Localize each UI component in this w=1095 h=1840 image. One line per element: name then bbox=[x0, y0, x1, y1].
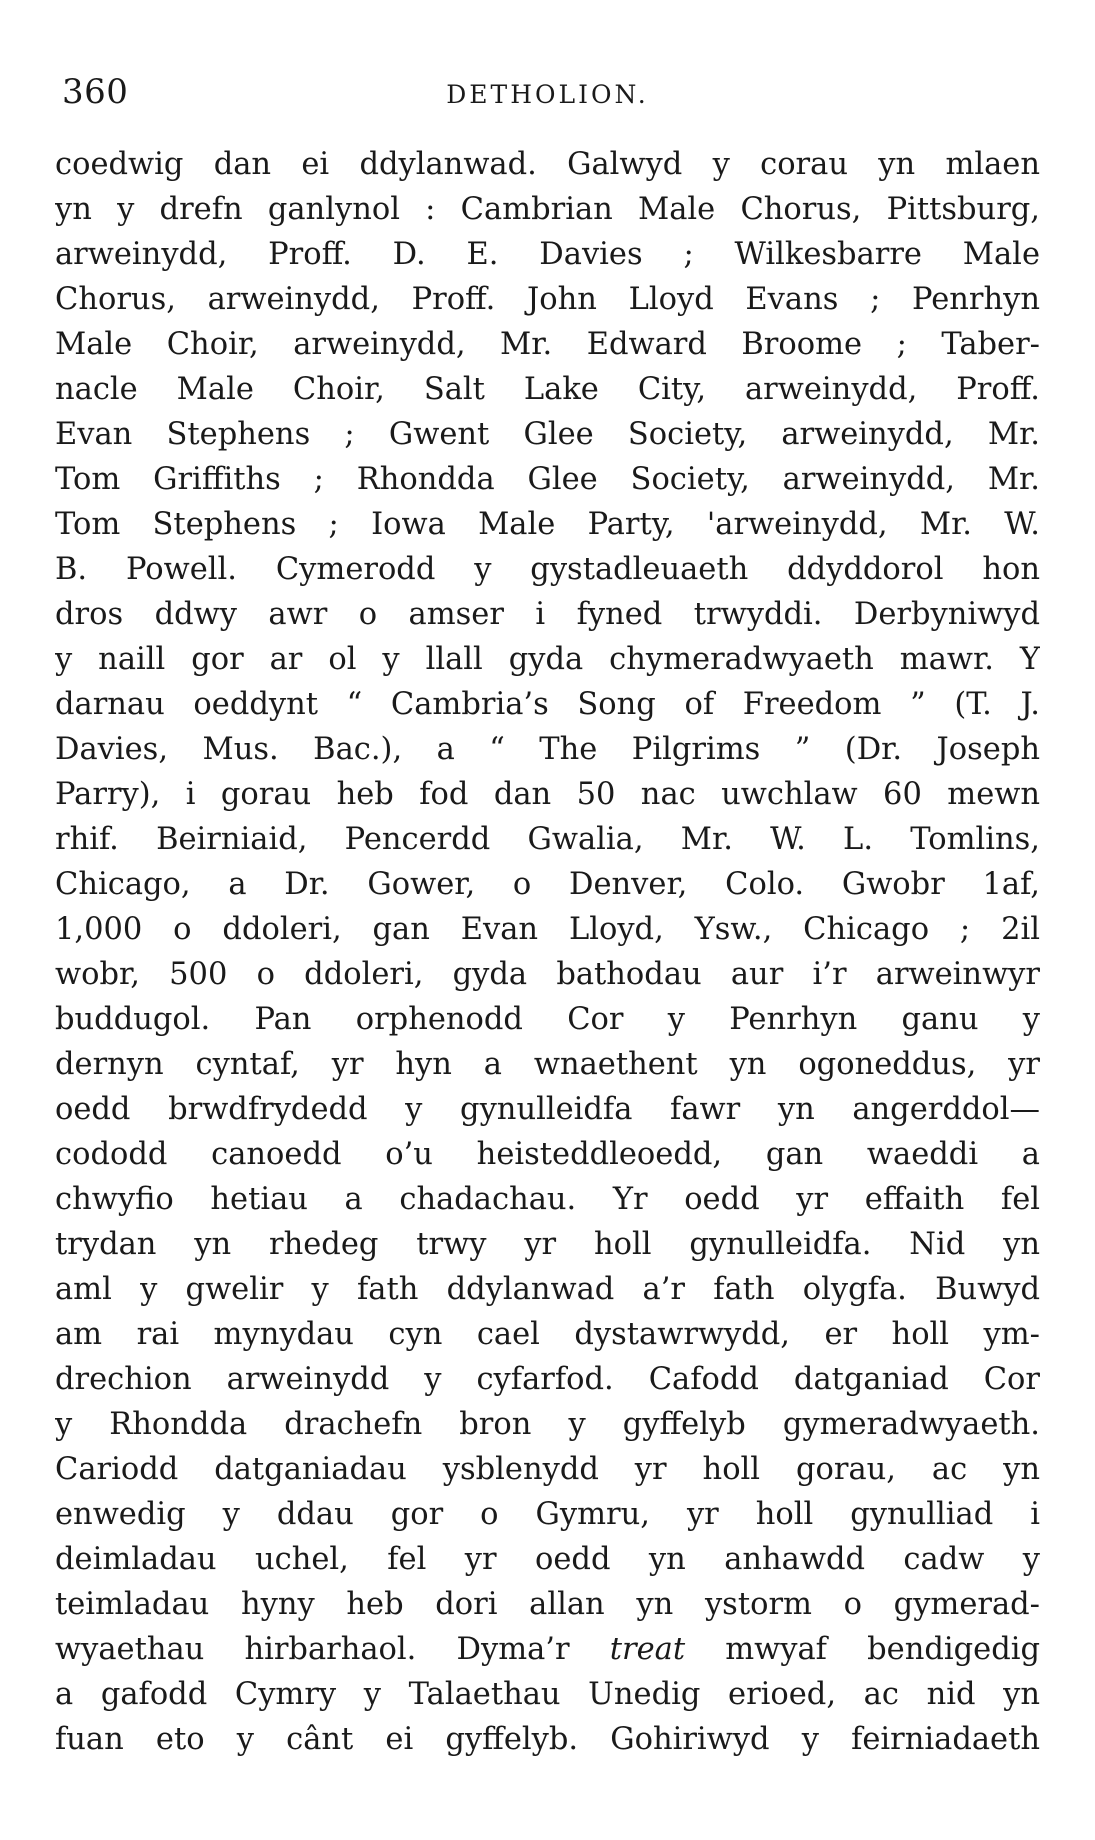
text-line: coedwig dan ei ddylanwad. Galwyd y corau yn mlaen bbox=[55, 147, 1040, 182]
text-line: deimladau uchel, fel yr oedd yn anhawdd cadw y bbox=[55, 1542, 1040, 1577]
text-line: B. Powell. Cymerodd y gystadleuaeth ddyddorol hon bbox=[55, 552, 1040, 587]
text-line: fuan eto y cânt ei gyffelyb. Gohiriwyd y feirniadaeth bbox=[55, 1722, 1040, 1757]
running-head: DETHOLION. bbox=[446, 80, 649, 109]
text-line: yn y drefn ganlynol : Cambrian Male Chorus, Pittsburg, bbox=[55, 192, 1040, 227]
text-line: cododd canoedd o’u heisteddleoedd, gan waeddi a bbox=[55, 1137, 1040, 1172]
text-line: wobr, 500 o ddoleri, gyda bathodau aur i’r arweinwyr bbox=[55, 957, 1040, 992]
page-number: 360 bbox=[62, 72, 129, 112]
text-line: nacle Male Choir, Salt Lake City, arweinydd, Proff. bbox=[55, 372, 1040, 407]
text-line: Parry), i gorau heb fod dan 50 nac uwchlaw 60 mewn bbox=[55, 777, 1040, 812]
text-line: y Rhondda drachefn bron y gyffelyb gymeradwyaeth. bbox=[55, 1407, 1040, 1442]
text-line: 1,000 o ddoleri, gan Evan Lloyd, Ysw., Chicago ; 2il bbox=[55, 912, 1040, 947]
text-line: arweinydd, Proff. D. E. Davies ; Wilkesbarre Male bbox=[55, 237, 1040, 272]
text-line: dernyn cyntaf, yr hyn a wnaethent yn ogoneddus, yr bbox=[55, 1047, 1040, 1082]
text-line: chwyfio hetiau a chadachau. Yr oedd yr effaith fel bbox=[55, 1182, 1040, 1217]
text-line: Male Choir, arweinydd, Mr. Edward Broome ; Taber- bbox=[55, 327, 1040, 362]
text-line: Evan Stephens ; Gwent Glee Society, arweinydd, Mr. bbox=[55, 417, 1040, 452]
text-line: oedd brwdfrydedd y gynulleidfa fawr yn angerddol— bbox=[55, 1092, 1040, 1127]
text-line: Tom Griffiths ; Rhondda Glee Society, arweinydd, Mr. bbox=[55, 462, 1040, 497]
body-text bbox=[55, 142, 1040, 1762]
text-line: rhif. Beirniaid, Pencerdd Gwalia, Mr. W. L. Tomlins, bbox=[55, 822, 1040, 857]
text-line: Chicago, a Dr. Gower, o Denver, Colo. Gwobr 1af, bbox=[55, 867, 1040, 902]
text-line: Cariodd datganiadau ysblenydd yr holl gorau, ac yn bbox=[55, 1452, 1040, 1487]
text-line: am rai mynydau cyn cael dystawrwydd, er holl ym- bbox=[55, 1317, 1040, 1352]
text-line: Tom Stephens ; Iowa Male Party, 'arweinydd, Mr. W. bbox=[55, 507, 1040, 542]
text-line: dros ddwy awr o amser i fyned trwyddi. Derbyniwyd bbox=[55, 597, 1040, 632]
text-line: aml y gwelir y fath ddylanwad a’r fath olygfa. Buwyd bbox=[55, 1272, 1040, 1307]
text-line: buddugol. Pan orphenodd Cor y Penrhyn ganu y bbox=[55, 1002, 1040, 1037]
text-segment: wyaethau hirbarhaol. Dyma’r bbox=[55, 1632, 610, 1667]
text-line: trydan yn rhedeg trwy yr holl gynulleidfa. Nid yn bbox=[55, 1227, 1040, 1262]
text-line: y naill gor ar ol y llall gyda chymeradwyaeth mawr. Y bbox=[55, 642, 1040, 677]
italic-word: treat bbox=[609, 1632, 686, 1667]
text-line-with-italic bbox=[55, 1627, 1040, 1672]
text-line: teimladau hyny heb dori allan yn ystorm o gymerad- bbox=[55, 1587, 1040, 1622]
text-segment: mwyaf bendigedig bbox=[685, 1632, 1040, 1667]
text-line: Chorus, arweinydd, Proff. John Lloyd Evans ; Penrhyn bbox=[55, 282, 1040, 317]
text-line: darnau oeddynt “ Cambria’s Song of Freedom ” (T. J. bbox=[55, 687, 1040, 722]
text-line: drechion arweinydd y cyfarfod. Cafodd datganiad Cor bbox=[55, 1362, 1040, 1397]
text-line: a gafodd Cymry y Talaethau Unedig erioed, ac nid yn bbox=[55, 1677, 1040, 1712]
text-line: Davies, Mus. Bac.), a “ The Pilgrims ” (Dr. Joseph bbox=[55, 732, 1040, 767]
text-line: enwedig y ddau gor o Gymru, yr holl gynulliad i bbox=[55, 1497, 1040, 1532]
